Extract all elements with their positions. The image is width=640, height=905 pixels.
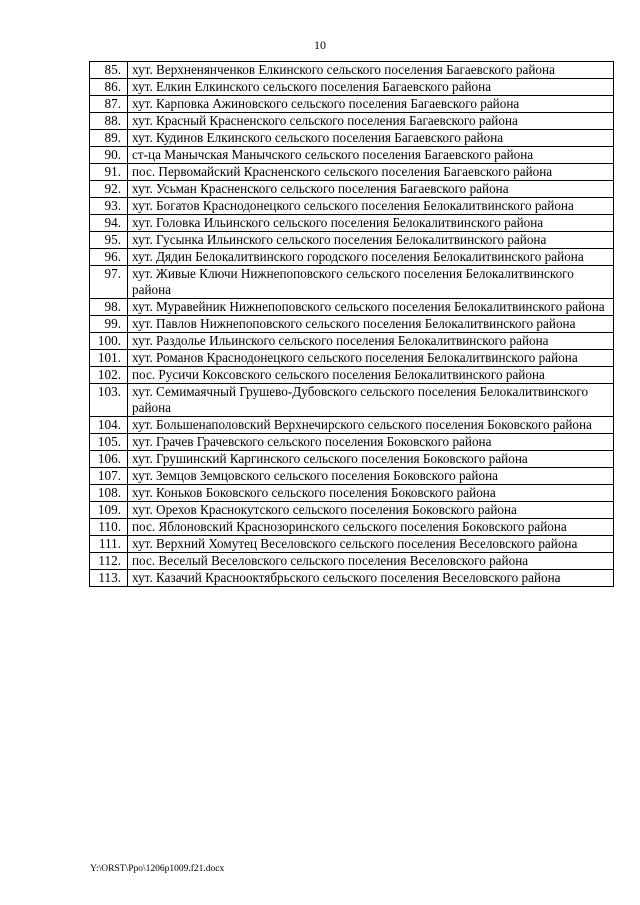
settlement-name: хут. Головка Ильинского сельского поселения Белокалитвинского района bbox=[128, 215, 614, 232]
settlement-name: хут. Земцов Земцовского сельского поселения Боковского района bbox=[128, 468, 614, 485]
row-number: 110. bbox=[90, 519, 128, 536]
table-row bbox=[90, 468, 614, 485]
table-row bbox=[90, 215, 614, 232]
table-row bbox=[90, 266, 614, 299]
table-row bbox=[90, 367, 614, 384]
row-number: 99. bbox=[90, 316, 128, 333]
table-row bbox=[90, 316, 614, 333]
settlement-name: ст-ца Манычская Манычского сельского поселения Багаевского района bbox=[128, 147, 614, 164]
settlement-name: хут. Гусынка Ильинского сельского поселения Белокалитвинского района bbox=[128, 232, 614, 249]
table-row bbox=[90, 198, 614, 215]
row-number: 106. bbox=[90, 451, 128, 468]
row-number: 93. bbox=[90, 198, 128, 215]
settlement-name: хут. Дядин Белокалитвинского городского поселения Белокалитвинского района bbox=[128, 249, 614, 266]
row-number: 101. bbox=[90, 350, 128, 367]
settlement-name: хут. Большенаполовский Верхнечирского сельского поселения Боковского района bbox=[128, 417, 614, 434]
row-number: 102. bbox=[90, 367, 128, 384]
settlements-table-body bbox=[90, 62, 614, 587]
row-number: 111. bbox=[90, 536, 128, 553]
settlement-name: хут. Казачий Краснооктябрьского сельского поселения Веселовского района bbox=[128, 570, 614, 587]
settlement-name: хут. Муравейник Нижнепоповского сельского поселения Белокалитвинского района bbox=[128, 299, 614, 316]
settlement-name: хут. Верхненянченков Елкинского сельского поселения Багаевского района bbox=[128, 62, 614, 79]
settlement-name: хут. Коньков Боковского сельского поселения Боковского района bbox=[128, 485, 614, 502]
settlement-name: хут. Карповка Ажиновского сельского поселения Багаевского района bbox=[128, 96, 614, 113]
table-row bbox=[90, 96, 614, 113]
settlement-name: хут. Грачев Грачевского сельского поселения Боковского района bbox=[128, 434, 614, 451]
table-row bbox=[90, 299, 614, 316]
row-number: 85. bbox=[90, 62, 128, 79]
row-number: 87. bbox=[90, 96, 128, 113]
document-file-path: Y:\ORST\Ppo\1206p1009.f21.docx bbox=[90, 864, 225, 874]
table-row bbox=[90, 113, 614, 130]
settlement-name: хут. Верхний Хомутец Веселовского сельского поселения Веселовского района bbox=[128, 536, 614, 553]
table-row bbox=[90, 384, 614, 417]
table-row bbox=[90, 417, 614, 434]
table-row bbox=[90, 570, 614, 587]
settlement-name: хут. Красный Красненского сельского поселения Багаевского района bbox=[128, 113, 614, 130]
settlement-name: хут. Богатов Краснодонецкого сельского поселения Белокалитвинского района bbox=[128, 198, 614, 215]
settlement-name: хут. Живые Ключи Нижнепоповского сельского поселения Белокалитвинского района bbox=[128, 266, 614, 299]
row-number: 105. bbox=[90, 434, 128, 451]
row-number: 91. bbox=[90, 164, 128, 181]
settlement-name: хут. Романов Краснодонецкого сельского поселения Белокалитвинского района bbox=[128, 350, 614, 367]
row-number: 98. bbox=[90, 299, 128, 316]
table-row bbox=[90, 434, 614, 451]
row-number: 104. bbox=[90, 417, 128, 434]
settlements-table bbox=[89, 61, 614, 587]
row-number: 96. bbox=[90, 249, 128, 266]
row-number: 86. bbox=[90, 79, 128, 96]
table-row bbox=[90, 485, 614, 502]
table-row bbox=[90, 519, 614, 536]
settlement-name: хут. Елкин Елкинского сельского поселения Багаевского района bbox=[128, 79, 614, 96]
row-number: 89. bbox=[90, 130, 128, 147]
row-number: 90. bbox=[90, 147, 128, 164]
page-number: 10 bbox=[314, 38, 326, 52]
row-number: 113. bbox=[90, 570, 128, 587]
settlement-name: хут. Грушинский Каргинского сельского поселения Боковского района bbox=[128, 451, 614, 468]
settlement-name: хут. Орехов Краснокутского сельского поселения Боковского района bbox=[128, 502, 614, 519]
row-number: 94. bbox=[90, 215, 128, 232]
table-row bbox=[90, 181, 614, 198]
row-number: 108. bbox=[90, 485, 128, 502]
settlement-name: пос. Первомайский Красненского сельского поселения Багаевского района bbox=[128, 164, 614, 181]
row-number: 100. bbox=[90, 333, 128, 350]
settlement-name: хут. Семимаячный Грушево-Дубовского сельского поселения Белокалитвинского района bbox=[128, 384, 614, 417]
table-row bbox=[90, 536, 614, 553]
settlement-name: пос. Яблоновский Краснозоринского сельского поселения Боковского района bbox=[128, 519, 614, 536]
table-row bbox=[90, 502, 614, 519]
table-row bbox=[90, 79, 614, 96]
row-number: 107. bbox=[90, 468, 128, 485]
table-row bbox=[90, 232, 614, 249]
row-number: 95. bbox=[90, 232, 128, 249]
table-row bbox=[90, 553, 614, 570]
row-number: 97. bbox=[90, 266, 128, 299]
settlement-name: хут. Кудинов Елкинского сельского поселения Багаевского района bbox=[128, 130, 614, 147]
table-row bbox=[90, 130, 614, 147]
settlement-name: хут. Усьман Красненского сельского поселения Багаевского района bbox=[128, 181, 614, 198]
table-row bbox=[90, 164, 614, 181]
table-row bbox=[90, 333, 614, 350]
row-number: 92. bbox=[90, 181, 128, 198]
table-row bbox=[90, 350, 614, 367]
settlement-name: хут. Павлов Нижнепоповского сельского поселения Белокалитвинского района bbox=[128, 316, 614, 333]
settlement-name: пос. Веселый Веселовского сельского поселения Веселовского района bbox=[128, 553, 614, 570]
table-row bbox=[90, 249, 614, 266]
table-row bbox=[90, 62, 614, 79]
row-number: 112. bbox=[90, 553, 128, 570]
row-number: 88. bbox=[90, 113, 128, 130]
row-number: 109. bbox=[90, 502, 128, 519]
row-number: 103. bbox=[90, 384, 128, 417]
table-row bbox=[90, 451, 614, 468]
settlement-name: пос. Русичи Коксовского сельского поселения Белокалитвинского района bbox=[128, 367, 614, 384]
table-row bbox=[90, 147, 614, 164]
settlement-name: хут. Раздолье Ильинского сельского поселения Белокалитвинского района bbox=[128, 333, 614, 350]
